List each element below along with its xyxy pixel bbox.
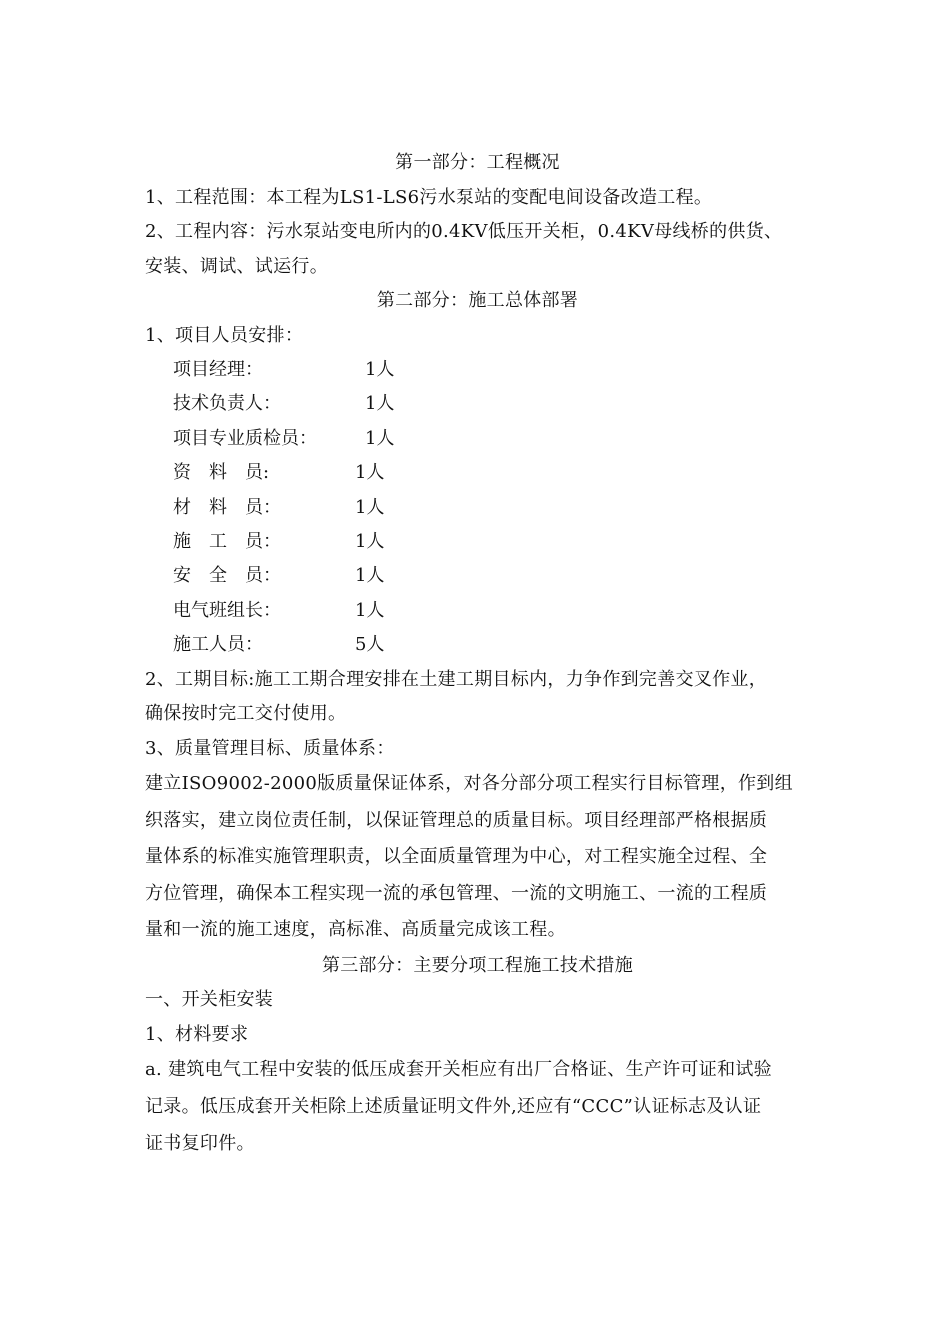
document-body [145, 146, 810, 1162]
paragraph-line: 织落实，建立岗位责任制，以保证管理总的质量目标。项目经理部严格根据质 [145, 809, 768, 831]
staff-role: 材 料 员： [173, 496, 281, 518]
staff-role: 施 工 员： [173, 530, 281, 552]
subsection-material-requirements: 1、材料要求 [145, 1023, 249, 1045]
section-switchgear-install: 一、开关柜安装 [145, 989, 274, 1011]
staff-count: 1人 [355, 565, 385, 587]
staff-count: 1人 [355, 462, 385, 484]
staff-role: 项目专业质检员： [173, 427, 317, 449]
staff-role: 安 全 员： [173, 565, 281, 587]
staff-role: 施工人员： [173, 634, 263, 656]
staff-count: 1人 [355, 530, 385, 552]
staff-count: 1人 [365, 393, 395, 415]
staff-count: 5人 [355, 634, 385, 656]
staff-row [145, 525, 810, 559]
staff-count: 1人 [365, 359, 395, 380]
staff-row [145, 628, 810, 662]
part3-heading: 第三部分：主要分项工程施工技术措施 [321, 954, 634, 976]
staff-role: 资 料 员: [173, 462, 270, 484]
staff-count: 1人 [365, 427, 395, 449]
material-paragraph [145, 1052, 810, 1162]
staff-list [145, 353, 810, 663]
staff-row [145, 559, 810, 593]
paragraph-line: 方位管理，确保本工程实现一流的承包管理、一流的文明施工、一流的工程质 [145, 882, 768, 904]
staff-count: 1人 [355, 496, 385, 518]
quality-section-title: 3、质量管理目标、质量体系： [145, 737, 395, 759]
paragraph-line: 建立ISO9002-2000版质量保证体系，对各分部分项工程实行目标管理，作到组 [145, 773, 793, 795]
paragraph-line: 量和一流的施工速度，高标准、高质量完成该工程。 [145, 919, 566, 941]
part2-heading: 第二部分：施工总体部署 [376, 290, 579, 311]
schedule-goal-line2: 确保按时完工交付使用。 [145, 703, 347, 725]
staff-row [145, 594, 810, 628]
staff-row [145, 353, 810, 387]
staff-role: 电气班组长： [173, 599, 281, 621]
staff-count: 1人 [355, 599, 385, 621]
paragraph-line: a. 建筑电气工程中安装的低压成套开关柜应有出厂合格证、生产许可证和试验 [145, 1059, 772, 1081]
staff-row [145, 491, 810, 525]
staff-section-title: 1、项目人员安排： [145, 324, 304, 346]
paragraph-line: 记录。低压成套开关柜除上述质量证明文件外,还应有“CCC”认证标志及认证 [145, 1096, 762, 1118]
staff-row [145, 387, 810, 421]
staff-row [145, 422, 810, 456]
paragraph-line: 证书复印件。 [145, 1132, 255, 1154]
part1-item-scope: 1、工程范围：本工程为LS1-LS6污水泵站的变配电间设备改造工程。 [145, 186, 713, 208]
staff-role: 技术负责人： [173, 393, 281, 415]
part1-heading: 第一部分：工程概况 [395, 152, 560, 173]
paragraph-line: 量体系的标准实施管理职责，以全面质量管理为中心，对工程实施全过程、全 [145, 846, 768, 868]
staff-row [145, 456, 810, 490]
part1-item-content-line2: 安装、调试、试运行。 [145, 255, 328, 277]
part1-item-content-line1: 2、工程内容：污水泵站变电所内的0.4KV低压开关柜，0.4KV母线桥的供货、 [145, 221, 783, 242]
staff-role: 项目经理： [173, 359, 263, 380]
schedule-goal-line1: 2、工期目标:施工工期合理安排在土建工期目标内，力争作到完善交叉作业， [145, 668, 768, 690]
quality-paragraph [145, 766, 810, 949]
